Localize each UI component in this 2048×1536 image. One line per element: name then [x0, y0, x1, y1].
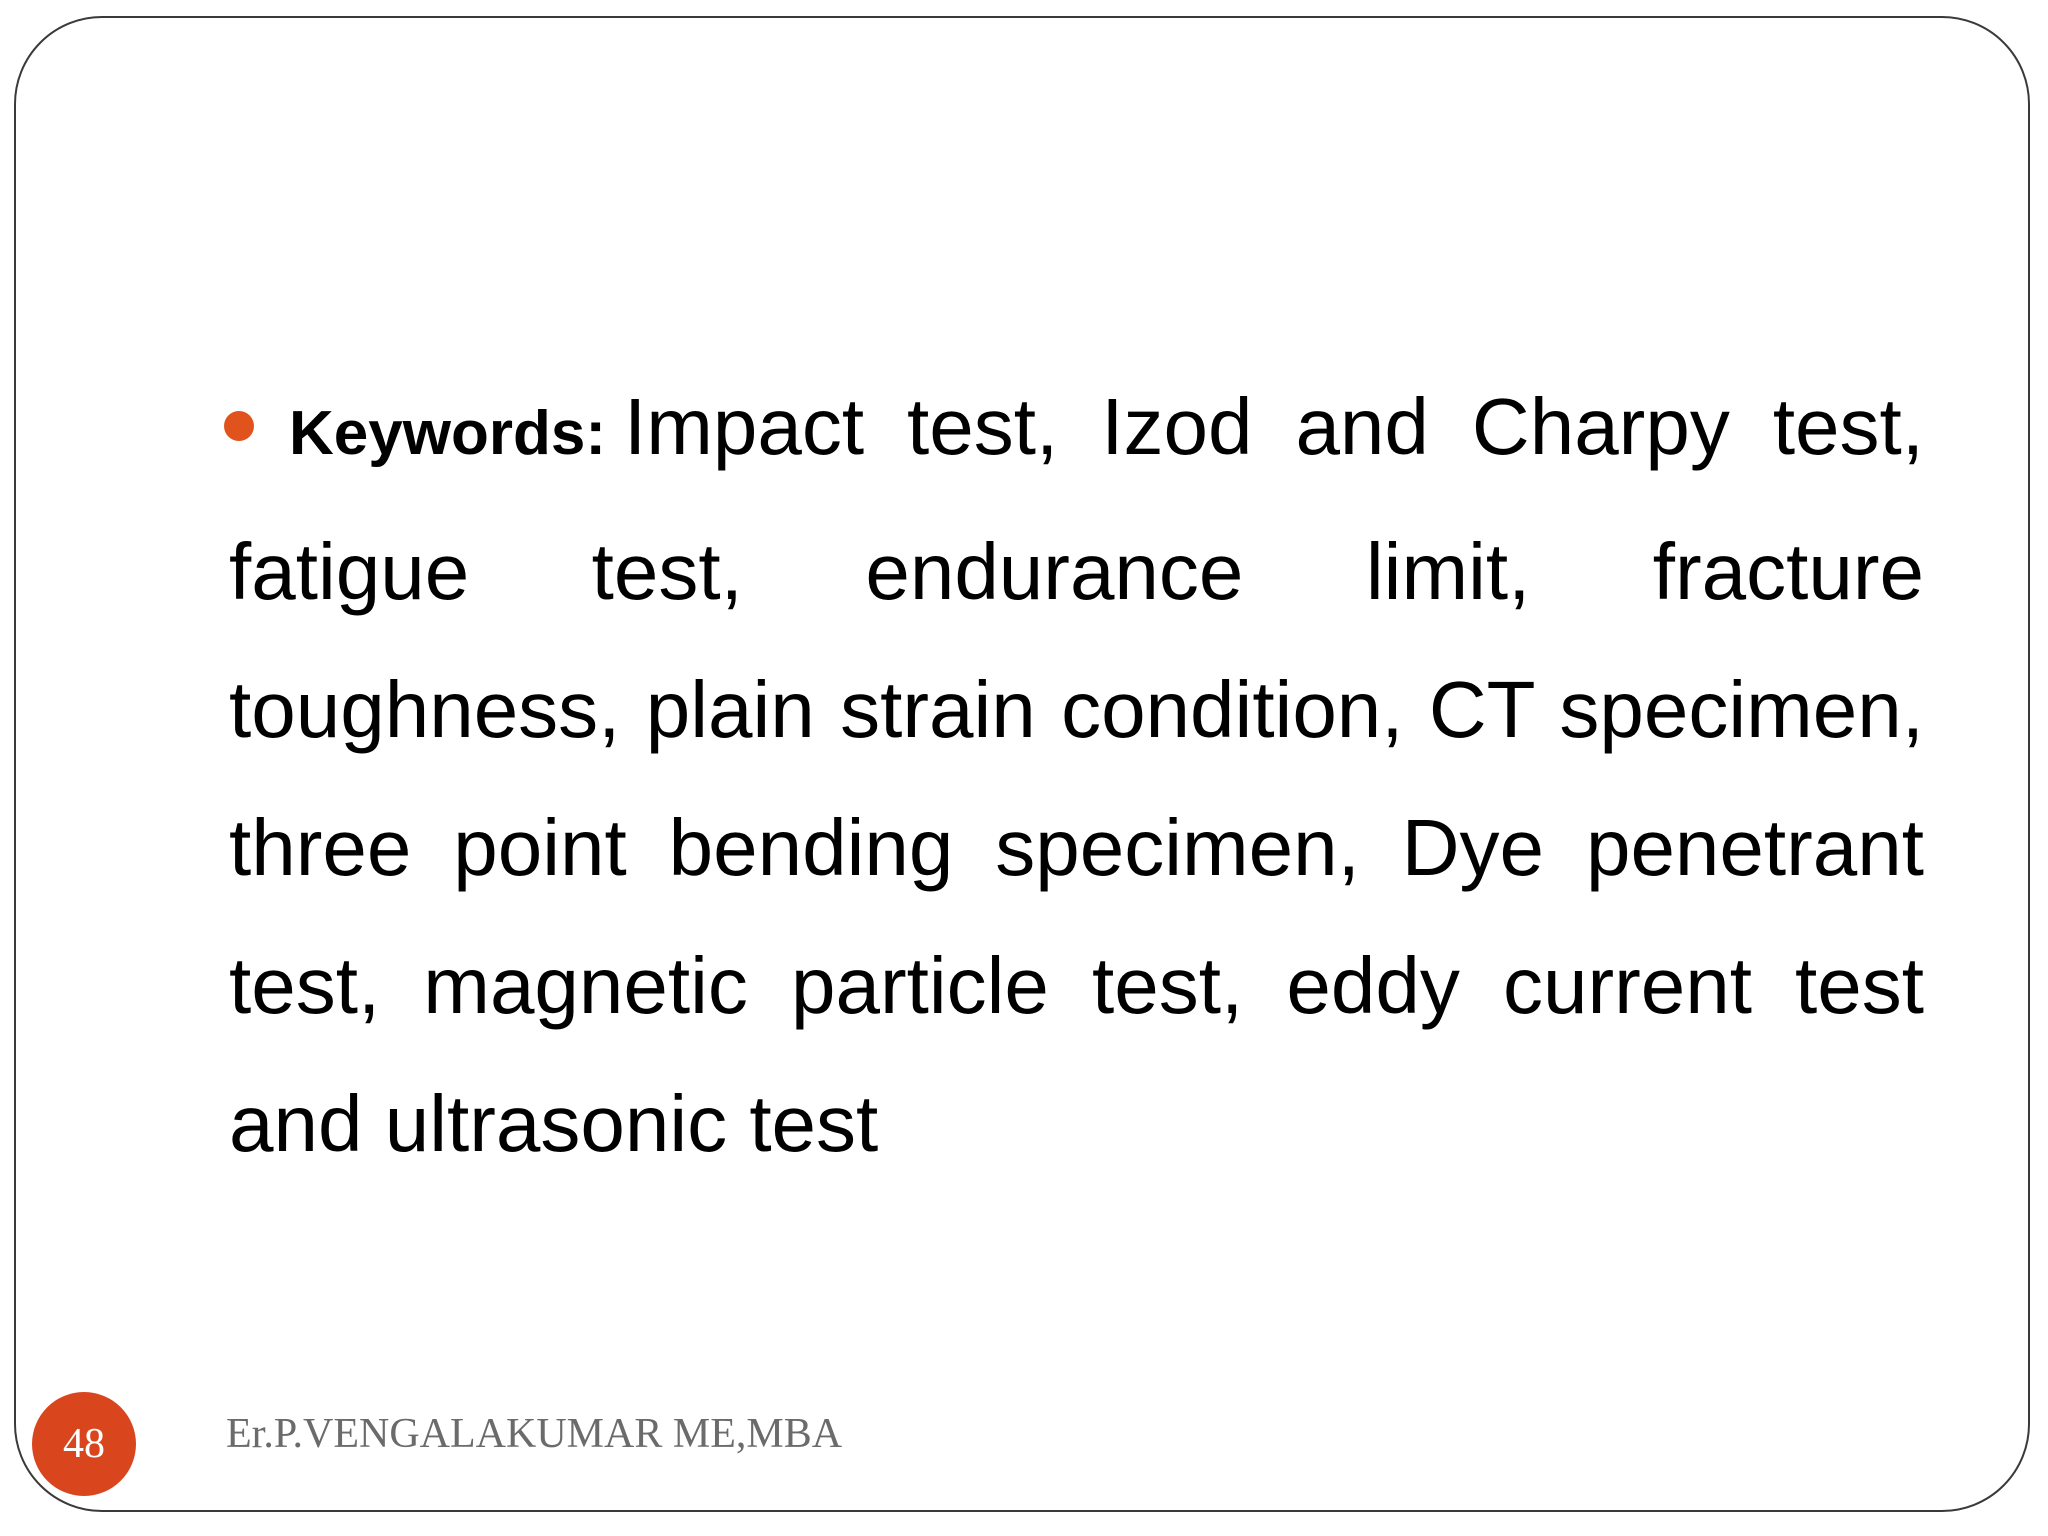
page-number-badge: 48	[32, 1392, 136, 1496]
keywords-paragraph	[229, 358, 1924, 1193]
footer-author: Er.P.VENGALAKUMAR ME,MBA	[226, 1411, 843, 1457]
keywords-label: Keywords:	[289, 399, 606, 468]
bullet-dot-icon	[224, 411, 254, 441]
keywords-text: Impact test, Izod and Charpy test, fatigue test, endurance limit, fracture toughness, plain strain condition, CT specimen, three point bending specimen, Dye penetrant test, magnetic particle test, eddy current test and ultrasonic test	[229, 382, 1924, 1168]
